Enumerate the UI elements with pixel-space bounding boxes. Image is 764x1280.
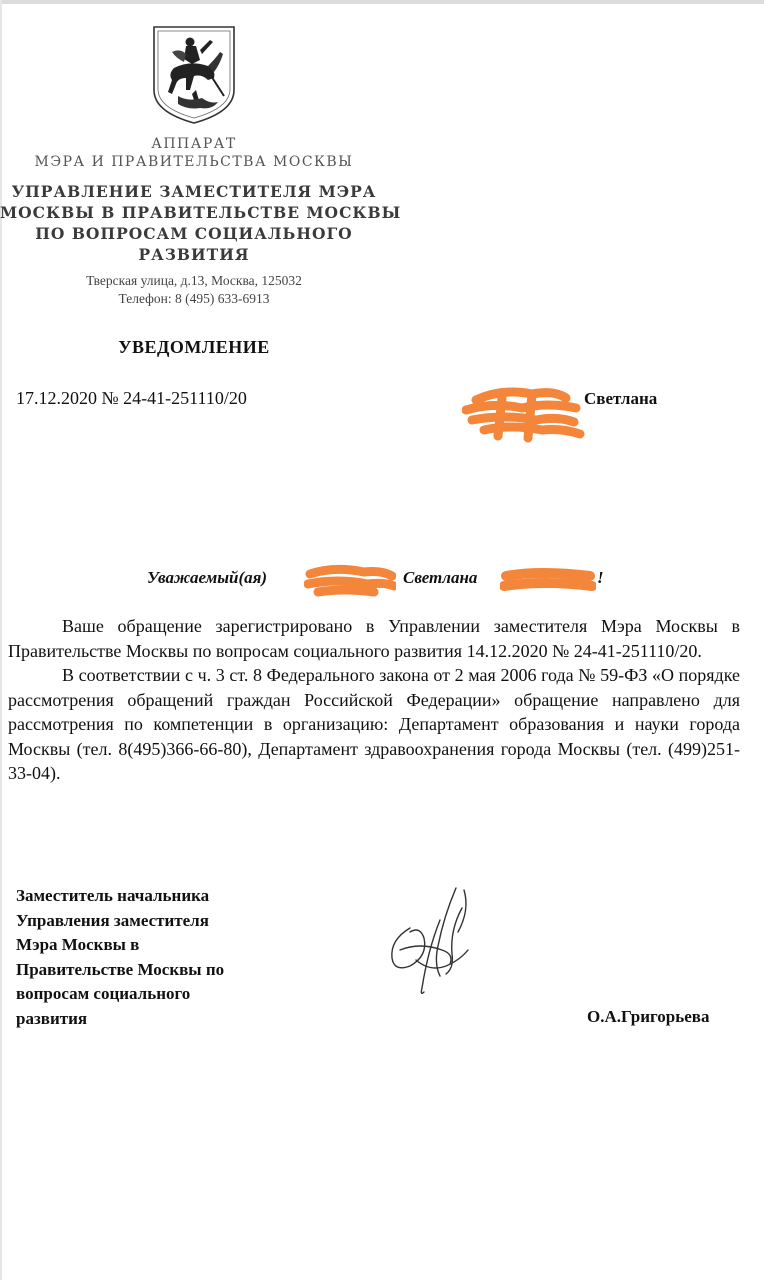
- letter-body: [8, 614, 740, 786]
- screenshot-top-edge: [0, 0, 764, 4]
- department-line: МОСКВЫ В ПРАВИТЕЛЬСТВЕ МОСКВЫ: [0, 203, 402, 222]
- apparat-header: [0, 135, 388, 171]
- signer-position-line: Правительстве Москвы по: [16, 959, 225, 979]
- recipient-name: Светлана: [584, 389, 658, 408]
- signer-position-line: Мэра Москвы в: [16, 935, 140, 954]
- body-paragraph: Ваше обращение зарегистрировано в Управлении заместителя Мэра Москвы в Правительстве Москвы по вопросам социального развития 14.12.2020 № 24-41-251110/20.: [8, 616, 740, 661]
- signer-name: О.А.Григорьева: [587, 1007, 710, 1026]
- salutation-start: Уважаемый(ая): [147, 568, 268, 587]
- apparat-line-1: АППАРАТ: [151, 136, 237, 152]
- department-line: РАЗВИТИЯ: [138, 245, 250, 264]
- document-number: 17.12.2020 № 24-41-251110/20: [16, 388, 247, 408]
- signer-position-line: Заместитель начальника: [16, 886, 210, 905]
- department-header: [0, 181, 402, 265]
- body-paragraph: В соответствии с ч. 3 ст. 8 Федерального закона от 2 мая 2006 года № 59-ФЗ «О порядке рассмотрения обращений граждан Российской Федерации» обращение направлено для рассмотрения по компетенции в организацию: Департамент образования и науки города Москвы (тел. 8(495)366-66-80), Департамент здравоохранения города Москвы (тел. (499)251-33-04).: [8, 665, 740, 783]
- moscow-coat-of-arms-icon: [150, 24, 238, 126]
- redaction-scribble: [462, 386, 590, 448]
- salutation-end: !: [597, 568, 604, 587]
- apparat-line-2: МЭРА И ПРАВИТЕЛЬСТВА МОСКВЫ: [34, 154, 354, 170]
- signer-position-line: вопросам социального: [16, 984, 191, 1003]
- contact-block: [0, 272, 388, 308]
- redaction-scribble: [500, 566, 596, 596]
- department-line: ПО ВОПРОСАМ СОЦИАЛЬНОГО: [35, 224, 353, 243]
- salutation-name: Светлана: [403, 568, 478, 587]
- salutation-line: [0, 564, 764, 600]
- phone-line: Телефон: 8 (495) 633-6913: [118, 291, 270, 306]
- department-line: УПРАВЛЕНИЕ ЗАМЕСТИТЕЛЯ МЭРА: [11, 182, 377, 201]
- signer-position-line: Управления заместителя: [16, 910, 209, 930]
- handwritten-signature: [380, 880, 490, 1000]
- signer-position: [16, 884, 316, 1031]
- document-title: УВЕДОМЛЕНИЕ: [118, 337, 270, 357]
- address-line: Тверская улица, д.13, Москва, 125032: [86, 273, 302, 288]
- signer-position-line: развития: [16, 1008, 88, 1028]
- redaction-scribble: [304, 564, 396, 598]
- recipient-block: [462, 386, 692, 446]
